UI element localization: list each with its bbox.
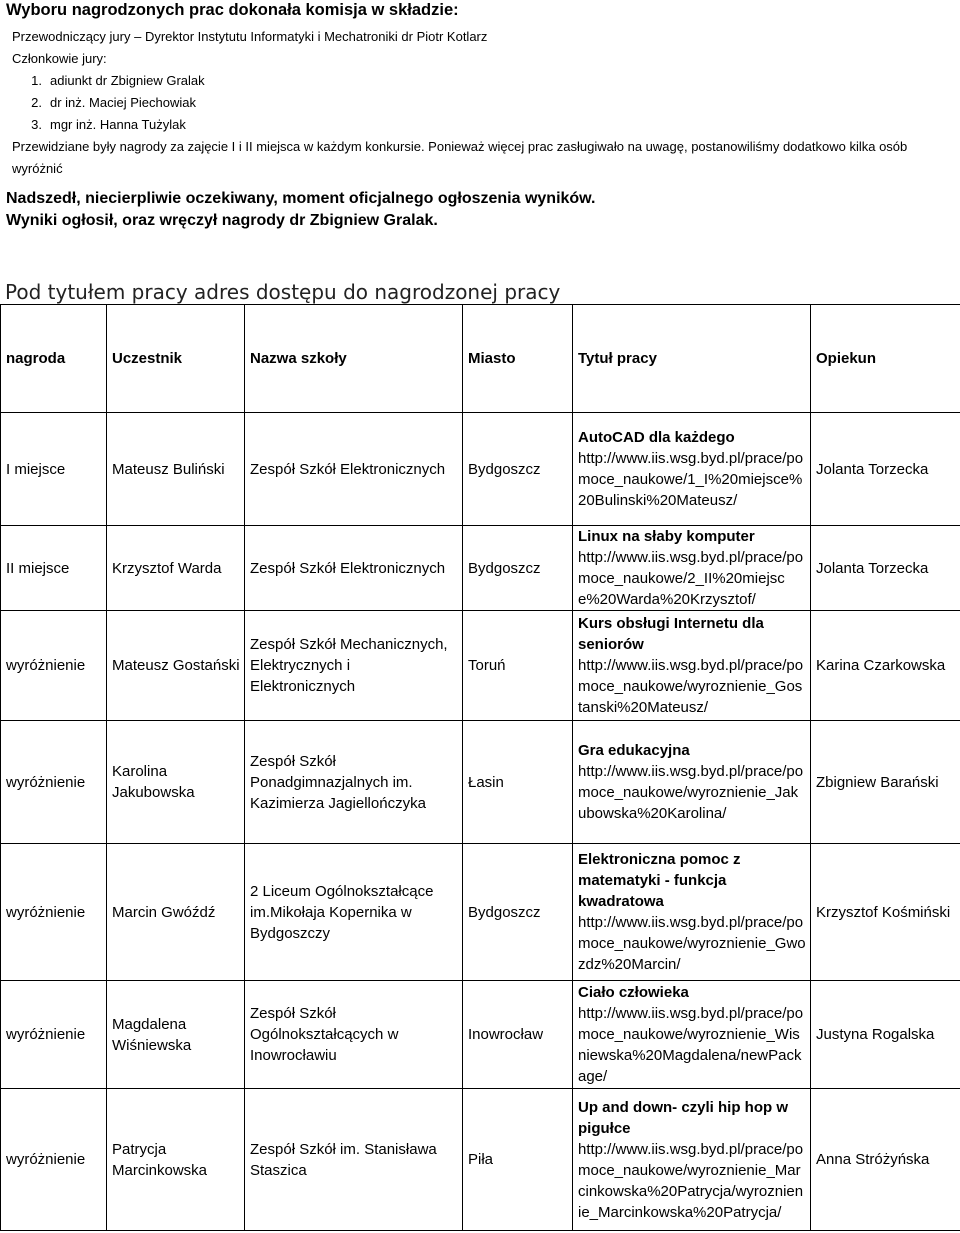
cell-city: Łasin — [463, 721, 573, 844]
work-title: Gra edukacyjna — [578, 742, 690, 759]
cell-participant: Patrycja Marcinkowska — [107, 1089, 245, 1231]
table-row — [1, 526, 960, 611]
prizes-note: Przewidziane były nagrody za zajęcie I i II miejsca w każdym konkursie. Ponieważ więcej prac zasługiwało na uwagę, postanowiliśmy dodatkowo kilka osób wyróżnić — [12, 139, 908, 176]
cell-participant: Karolina Jakubowska — [107, 721, 245, 844]
announcement — [6, 188, 946, 232]
cell-title — [573, 413, 811, 526]
header-city: Miasto — [463, 305, 573, 413]
work-title: Linux na słaby komputer — [578, 528, 755, 545]
cell-award: wyróżnienie — [1, 611, 107, 721]
header-tutor: Opiekun — [811, 305, 960, 413]
work-link[interactable]: http://www.iis.wsg.byd.pl/prace/pomoce_naukowe/1_I%20miejsce%20Bulinski%20Mateusz/ — [578, 450, 804, 509]
cell-city: Bydgoszcz — [463, 526, 573, 611]
jury-member: 3. mgr inż. Hanna Tużylak — [31, 117, 186, 132]
cell-school: 2 Liceum Ogólnokształcące im.Mikołaja Kopernika w Bydgoszczy — [245, 844, 463, 981]
table-row — [1, 1089, 960, 1231]
cell-award: wyróżnienie — [1, 721, 107, 844]
table-row — [1, 413, 960, 526]
work-title: Kurs obsługi Internetu dla seniorów — [578, 615, 764, 653]
cell-award: I miejsce — [1, 413, 107, 526]
work-title: Elektroniczna pomoc z matematyki - funkcja kwadratowa — [578, 851, 741, 910]
cell-tutor: Jolanta Torzecka — [811, 413, 960, 526]
cell-tutor: Anna Stróżyńska — [811, 1089, 960, 1231]
cell-tutor: Krzysztof Kośmiński — [811, 844, 960, 981]
work-link[interactable]: http://www.iis.wsg.byd.pl/prace/pomoce_naukowe/wyroznienie_Gwozdz%20Marcin/ — [578, 914, 806, 973]
jury-member: 2. dr inż. Maciej Piechowiak — [31, 95, 196, 110]
page-heading: Wyboru nagrodzonych prac dokonała komisja w składzie: — [6, 1, 459, 19]
announcement-line: Wyniki ogłosił, oraz wręczył nagrody dr Zbigniew Gralak. — [6, 212, 438, 229]
cell-school: Zespół Szkół im. Stanisława Staszica — [245, 1089, 463, 1231]
work-link[interactable]: http://www.iis.wsg.byd.pl/prace/pomoce_naukowe/wyroznienie_Gostanski%20Mateusz/ — [578, 657, 804, 716]
cell-school: Zespół Szkół Ponadgimnazjalnych im. Kazimierza Jagiellończyka — [245, 721, 463, 844]
table-row — [1, 611, 960, 721]
cell-school: Zespół Szkół Elektronicznych — [245, 526, 463, 611]
cell-city: Bydgoszcz — [463, 844, 573, 981]
header-title: Tytuł pracy — [573, 305, 811, 413]
cell-city: Inowrocław — [463, 981, 573, 1089]
cell-participant: Magdalena Wiśniewska — [107, 981, 245, 1089]
cell-city: Bydgoszcz — [463, 413, 573, 526]
cell-participant: Mateusz Gostański — [107, 611, 245, 721]
cell-participant: Mateusz Buliński — [107, 413, 245, 526]
jury-members-label: Członkowie jury: — [12, 51, 107, 66]
cell-title — [573, 981, 811, 1089]
work-link[interactable]: http://www.iis.wsg.byd.pl/prace/pomoce_naukowe/wyroznienie_Jakubowska%20Karolina/ — [578, 763, 804, 822]
work-title: AutoCAD dla każdego — [578, 429, 735, 446]
cell-award: wyróżnienie — [1, 844, 107, 981]
header-participant: Uczestnik — [107, 305, 245, 413]
results-table — [0, 304, 960, 1231]
cell-participant: Marcin Gwóźdź — [107, 844, 245, 981]
cell-title — [573, 611, 811, 721]
header-award: nagroda — [1, 305, 107, 413]
cell-award: wyróżnienie — [1, 981, 107, 1089]
cell-title — [573, 721, 811, 844]
cell-tutor: Jolanta Torzecka — [811, 526, 960, 611]
table-row — [1, 981, 960, 1089]
work-title: Ciało człowieka — [578, 984, 689, 1001]
announcement-line: Nadszedł, niecierpliwie oczekiwany, moment oficjalnego ogłoszenia wyników. — [6, 190, 596, 207]
header-school: Nazwa szkoły — [245, 305, 463, 413]
work-title: Up and down- czyli hip hop w pigułce — [578, 1098, 788, 1137]
cell-school: Zespół Szkół Elektronicznych — [245, 413, 463, 526]
table-row — [1, 844, 960, 981]
cell-title — [573, 526, 811, 611]
cell-city: Toruń — [463, 611, 573, 721]
cell-award: II miejsce — [1, 526, 107, 611]
cell-tutor: Justyna Rogalska — [811, 981, 960, 1089]
cell-tutor: Zbigniew Barański — [811, 721, 960, 844]
cell-tutor: Karina Czarkowska — [811, 611, 960, 721]
table-subtitle: Pod tytułem pracy adres dostępu do nagrodzonej pracy — [5, 280, 561, 304]
cell-title — [573, 844, 811, 981]
table-header-row — [1, 305, 960, 413]
jury-chair: Przewodniczący jury – Dyrektor Instytutu Informatyki i Mechatroniki dr Piotr Kotlarz — [12, 29, 488, 44]
cell-city: Piła — [463, 1089, 573, 1231]
cell-school: Zespół Szkół Mechanicznych, Elektrycznych i Elektronicznych — [245, 611, 463, 721]
table-row — [1, 721, 960, 844]
work-link[interactable]: http://www.iis.wsg.byd.pl/prace/pomoce_naukowe/wyroznienie_Wisniewska%20Magdalena/newPackage/ — [578, 1005, 804, 1085]
cell-school: Zespół Szkół Ogólnokształcących w Inowrocławiu — [245, 981, 463, 1089]
jury-member: 1. adiunkt dr Zbigniew Gralak — [31, 73, 205, 88]
work-link[interactable]: http://www.iis.wsg.byd.pl/prace/pomoce_naukowe/2_II%20miejsce%20Warda%20Krzysztof/ — [578, 549, 804, 608]
cell-participant: Krzysztof Warda — [107, 526, 245, 611]
cell-title — [573, 1089, 811, 1231]
jury-section — [12, 26, 487, 136]
cell-award: wyróżnienie — [1, 1089, 107, 1231]
work-link[interactable]: http://www.iis.wsg.byd.pl/prace/pomoce_naukowe/wyroznienie_Marcinkowska%20Patrycja/wyroznienie_Marcinkowska%20Patrycja/ — [578, 1140, 804, 1221]
